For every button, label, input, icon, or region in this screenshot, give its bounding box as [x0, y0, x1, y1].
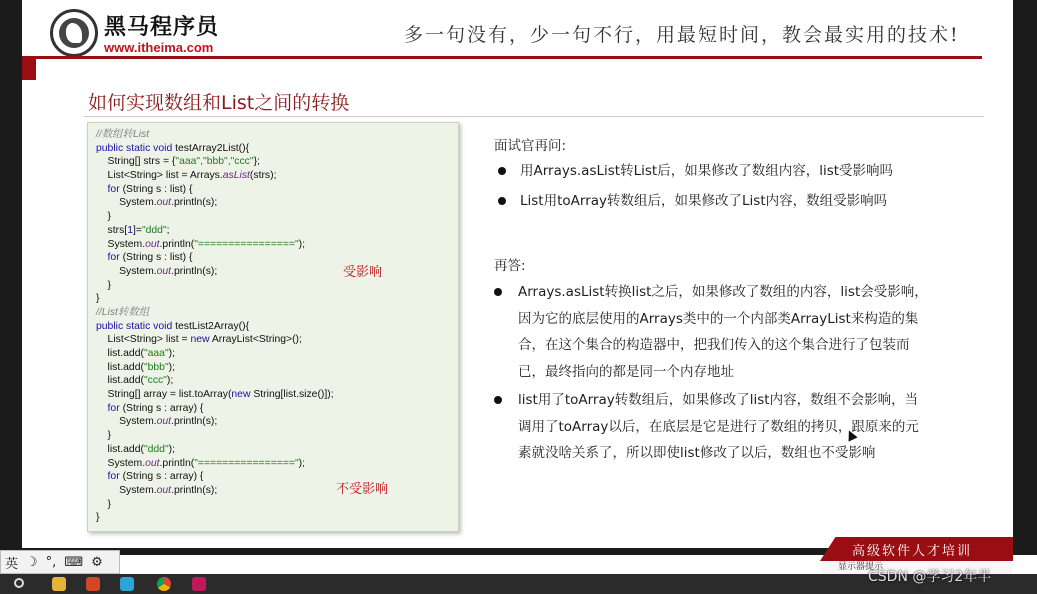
code-block [87, 122, 459, 532]
file-explorer-icon[interactable] [52, 577, 66, 591]
gear-icon[interactable]: ⚙ [91, 554, 103, 570]
code-line: } [96, 512, 100, 524]
code-line: for (String s : list) { [96, 252, 193, 264]
punctuation-icon[interactable]: °, [45, 554, 57, 570]
bullet-icon [498, 197, 506, 205]
header-accent [22, 56, 36, 80]
video-left-border [0, 0, 22, 555]
code-line: System.out.println(s); [96, 265, 218, 277]
code-line: System.out.println(s); [96, 416, 218, 428]
answer-text [518, 387, 919, 467]
answer-line: list用了toArray转数组后，如果修改了list内容，数组不会影响，当 [518, 392, 919, 408]
header-divider [22, 56, 982, 59]
app-icon[interactable] [120, 577, 134, 591]
answer-line: 因为它的底层使用的Arrays类中的一个内部类ArrayList来构造的集 [518, 310, 919, 327]
code-line: strs[1]="ddd"; [96, 224, 170, 236]
code-line: } [96, 498, 112, 510]
code-line: public static void testList2Array(){ [96, 320, 250, 332]
footer-tag-text: 高级软件人才培训 [852, 544, 973, 559]
ime-toolbar[interactable] [0, 550, 120, 574]
code-line: list.add("bbb"); [96, 361, 176, 373]
code-line: String[] array = list.toArray(new String[list.size()]); [96, 389, 334, 401]
code-line: for (String s : array) { [96, 471, 204, 483]
code-line: for (String s : array) { [96, 402, 204, 414]
brand-url: www.itheima.com [104, 40, 214, 55]
search-icon[interactable] [14, 578, 24, 588]
powerpoint-icon[interactable] [86, 577, 100, 591]
code-line: System.out.println("================"); [96, 238, 306, 250]
code-line: public static void testArray2List(){ [96, 142, 250, 154]
answer-text [518, 279, 928, 385]
code-line: } [96, 293, 100, 305]
keyboard-icon[interactable]: ⌨ [64, 554, 84, 570]
ime-mode[interactable]: 英 [5, 556, 19, 572]
horse-logo-icon [50, 9, 98, 57]
answer-heading: 再答: [494, 258, 526, 274]
intellij-icon[interactable] [192, 577, 206, 591]
code-line: System.out.println("================"); [96, 457, 306, 469]
code-line: List<String> list = new ArrayList<String>(); [96, 334, 302, 346]
code-line: } [96, 211, 112, 223]
code-line: } [96, 279, 112, 291]
question-text: 用Arrays.asList转List后，如果修改了数组内容，list受影响吗 [520, 163, 894, 179]
code-line: String[] strs = {"aaa","bbb","ccc"}; [96, 156, 260, 168]
slide-header [22, 0, 1013, 80]
answer-line: 已，最终指向的都是同一个内存地址 [518, 363, 734, 380]
watermark: CSDN @学习2年半 [868, 569, 992, 585]
bullet-icon [494, 288, 502, 296]
code-line: //数组转List [96, 129, 150, 140]
code-line: for (String s : list) { [96, 183, 193, 195]
code-line: } [96, 430, 112, 442]
answer-line: Arrays.asList转换list之后，如果修改了数组的内容，list会受影响， [518, 284, 928, 300]
code-line: list.add("ccc"); [96, 375, 174, 387]
notice-bar[interactable]: 显示器提示 [822, 561, 1012, 574]
code-line: System.out.println(s); [96, 197, 218, 209]
question-heading: 面试官再问: [494, 138, 567, 154]
title-divider [84, 116, 984, 117]
bullet-icon [494, 396, 502, 404]
answer-line: 合，在这个集合的构造器中，把我们传入的这个集合进行了包装而 [518, 337, 910, 353]
code-line: list.add("ddd"); [96, 443, 176, 455]
code-line: System.out.println(s); [96, 484, 218, 496]
brand-name: 黑马程序员 [104, 15, 220, 40]
slide-title: 如何实现数组和List之间的转换 [88, 92, 350, 114]
answer-line: 调用了toArray以后，在底层是它是进行了数组的拷贝，跟原来的元 [518, 418, 919, 435]
answer-line: 素就没啥关系了，所以即使list修改了以后，数组也不受影响 [518, 445, 876, 461]
slogan: 多一句没有，少一句不行，用最短时间，教会最实用的技术! [404, 24, 960, 46]
code-line: list.add("aaa"); [96, 348, 176, 359]
bullet-icon [498, 167, 506, 175]
chrome-icon[interactable] [157, 577, 171, 591]
code-line: //List转数组 [96, 306, 150, 318]
label-affected: 受影响 [343, 265, 383, 280]
label-not-affected: 不受影响 [336, 482, 389, 497]
moon-icon[interactable]: ☽ [26, 554, 38, 570]
question-text: List用toArray转数组后，如果修改了List内容，数组受影响吗 [520, 193, 888, 209]
code-line: List<String> list = Arrays.asList(strs); [96, 170, 277, 182]
video-right-border [1013, 0, 1037, 555]
code-lines [96, 128, 458, 525]
